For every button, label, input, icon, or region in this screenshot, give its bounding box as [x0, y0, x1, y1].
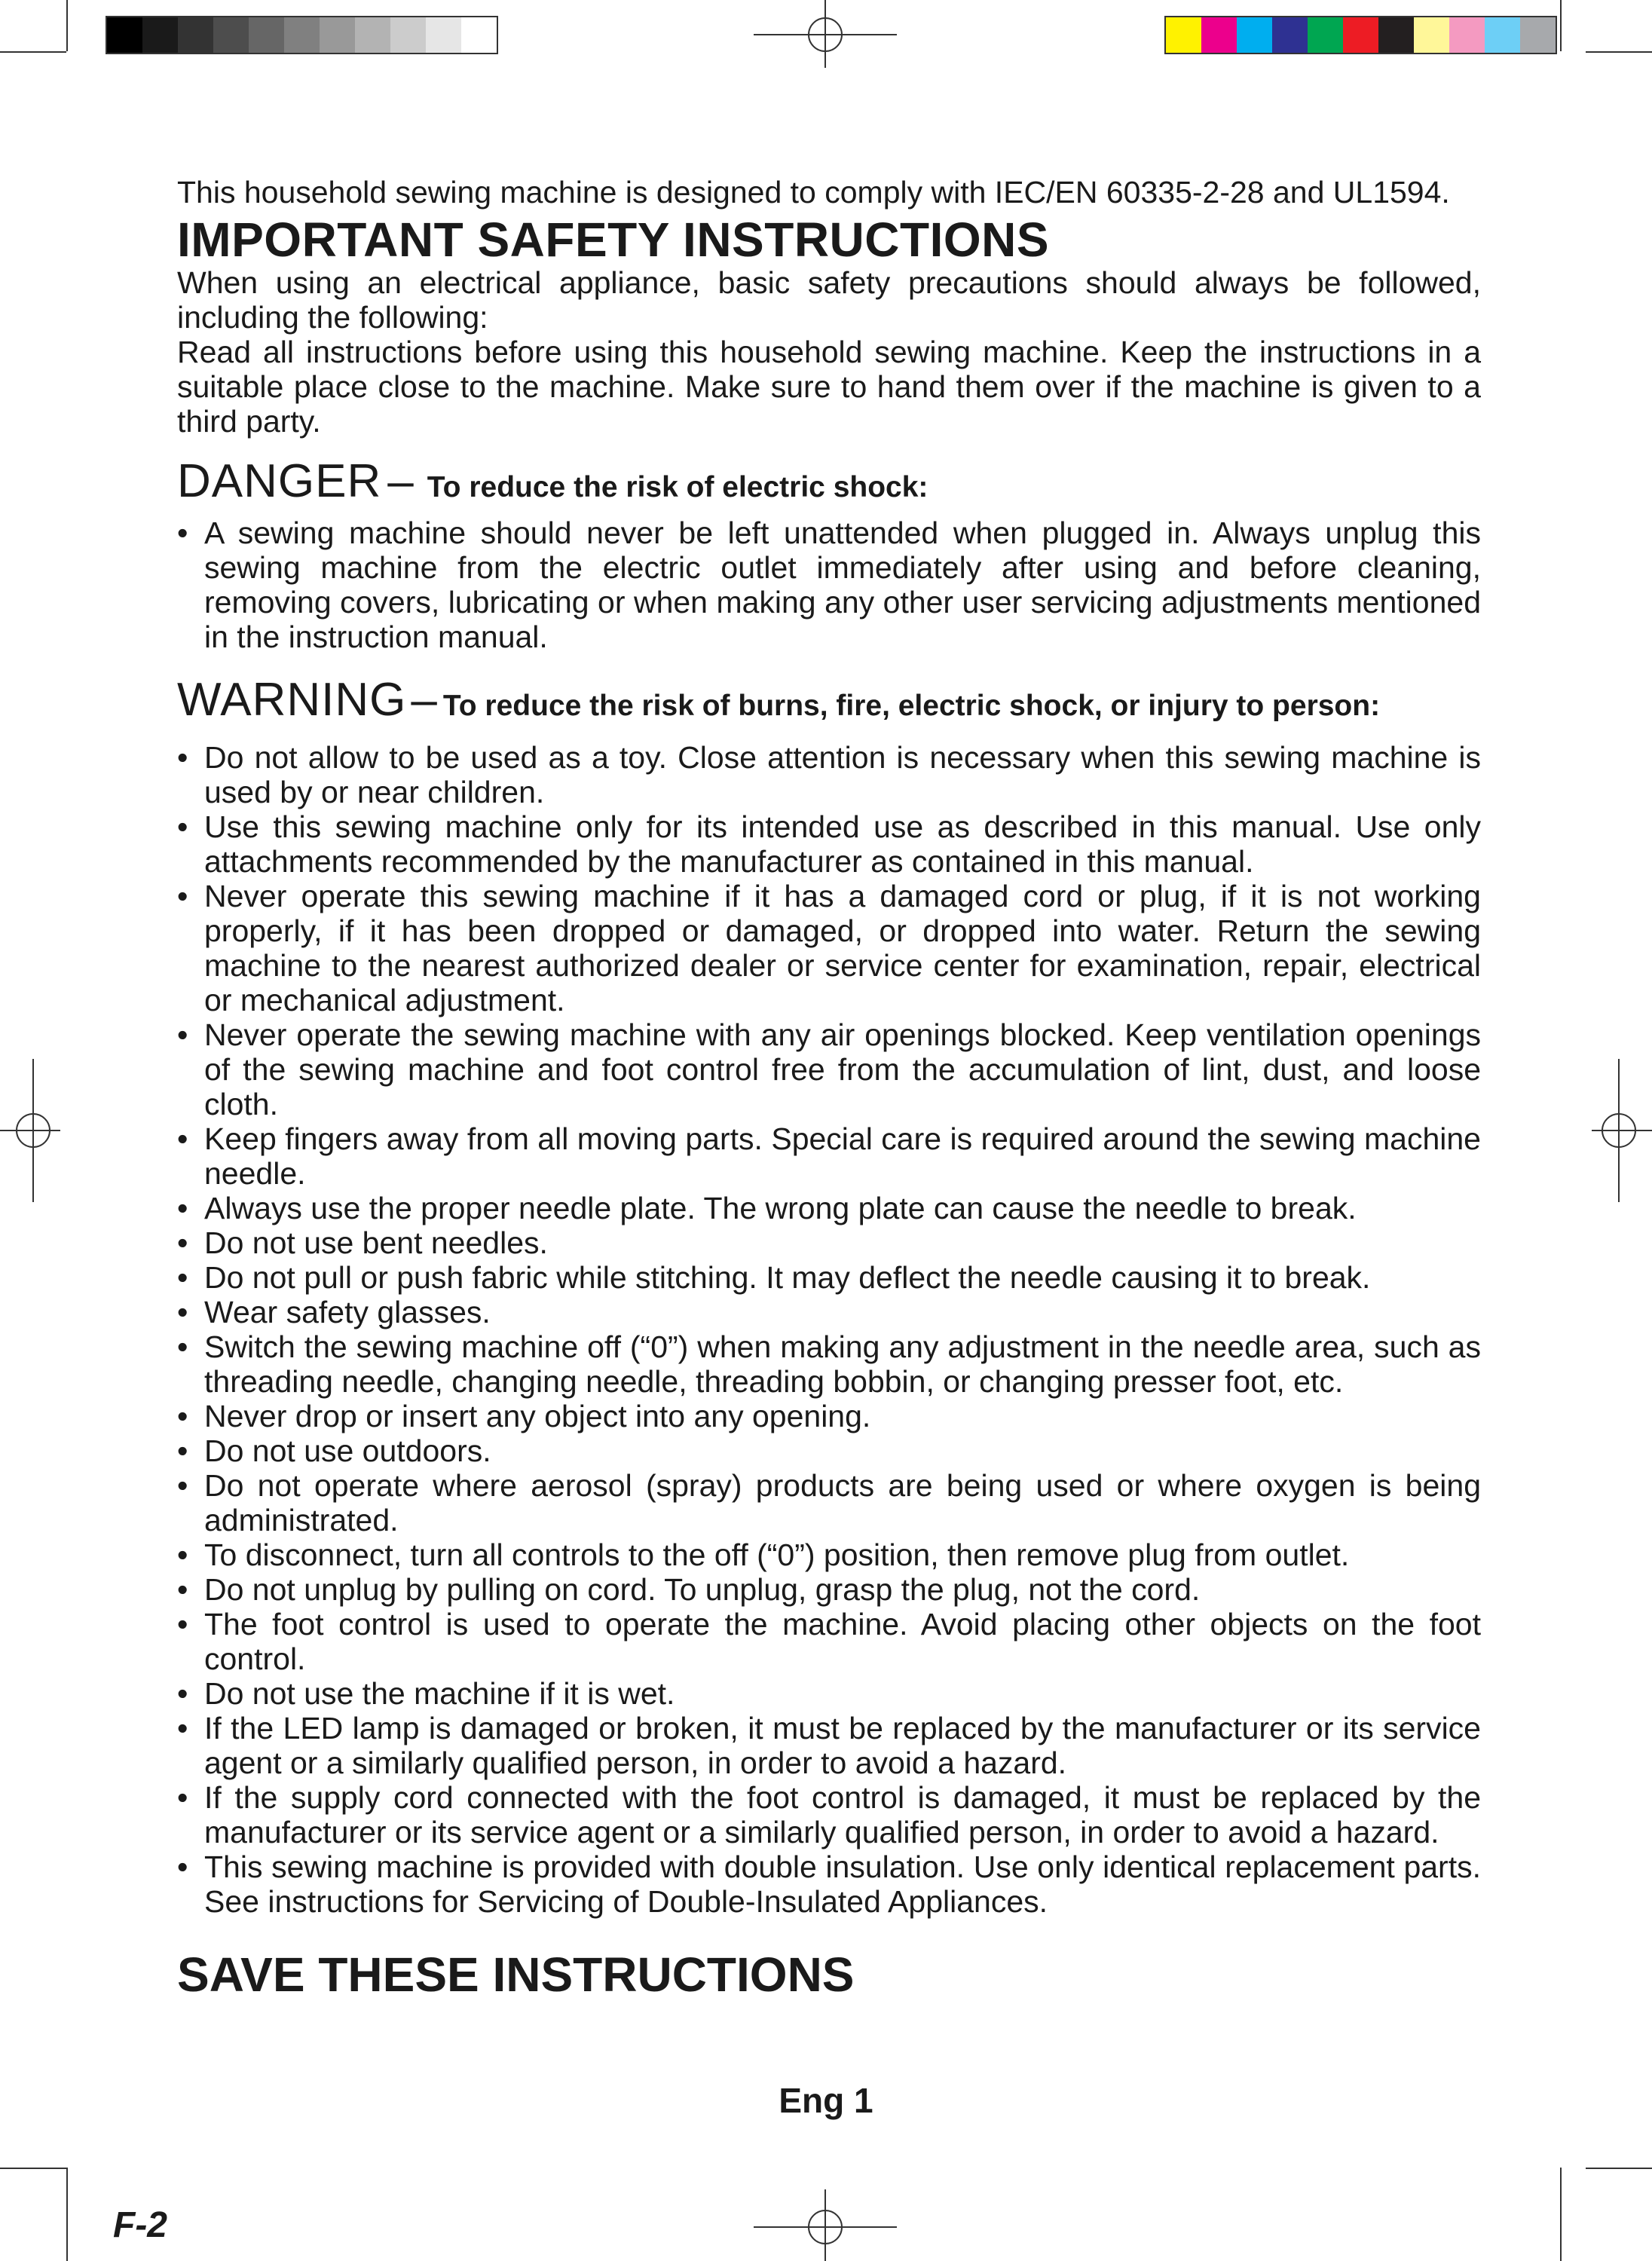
list-item-text: If the LED lamp is damaged or broken, it must be replaced by the manufacturer or its service agent or a similarly qualified person, in order to avoid a hazard.: [204, 1711, 1481, 1780]
bullet-icon: •: [177, 809, 188, 844]
list-item-text: Use this sewing machine only for its intended use as described in this manual. Use only attachments recommended by the manufacturer as contained in this manual.: [204, 809, 1481, 879]
color-swatch: [1520, 17, 1556, 53]
list-item-text: Wear safety glasses.: [204, 1295, 491, 1329]
gray-swatch: [178, 17, 213, 53]
registration-mark-top: [754, 0, 897, 68]
list-item: [177, 1191, 1481, 1225]
list-item: [177, 1017, 1481, 1121]
crop-mark: [66, 0, 68, 51]
gray-swatch: [320, 17, 355, 53]
bullet-icon: •: [177, 1121, 188, 1156]
list-item-text: Do not use outdoors.: [204, 1433, 491, 1468]
bullet-icon: •: [177, 1433, 188, 1468]
color-swatch: [1166, 17, 1201, 53]
bullet-icon: •: [177, 1607, 188, 1641]
crop-mark: [1586, 2168, 1652, 2169]
color-calibration-bar: [1164, 16, 1557, 54]
color-swatch: [1414, 17, 1449, 53]
gray-swatch: [213, 17, 249, 53]
bullet-icon: •: [177, 1468, 188, 1503]
danger-list: [177, 516, 1481, 654]
save-instructions-heading: SAVE THESE INSTRUCTIONS: [177, 1947, 855, 2002]
list-item: [177, 1537, 1481, 1572]
list-item: [177, 879, 1481, 1017]
document-body: [177, 175, 1481, 2002]
bullet-icon: •: [177, 1780, 188, 1815]
gray-swatch: [107, 17, 142, 53]
list-item-text: Do not use the machine if it is wet.: [204, 1676, 675, 1711]
list-item-text: Never operate the sewing machine with any air openings blocked. Keep ventilation openings of the sewing machine and foot control free from the accumulation of lint, dust, and loose cloth.: [204, 1017, 1481, 1121]
list-item-text: The foot control is used to operate the machine. Avoid placing other objects on the foot control.: [204, 1607, 1481, 1676]
preamble-paragraph-2: Read all instructions before using this household sewing machine. Keep the instructions in a suitable place close to the machine. Make sure to hand them over if the machine is given to a third party.: [177, 335, 1481, 439]
list-item-text: Do not unplug by pulling on cord. To unplug, grasp the plug, not the cord.: [204, 1572, 1201, 1607]
crop-mark: [1586, 51, 1652, 53]
list-item: [177, 1572, 1481, 1607]
grayscale-calibration-bar: [106, 16, 498, 54]
bullet-icon: •: [177, 1295, 188, 1329]
list-item: [177, 1711, 1481, 1780]
bullet-icon: •: [177, 1017, 188, 1052]
bullet-icon: •: [177, 1399, 188, 1433]
registration-mark-bottom: [754, 2189, 897, 2261]
gray-swatch: [355, 17, 390, 53]
page-title: IMPORTANT SAFETY INSTRUCTIONS: [177, 213, 1050, 267]
list-item-text: Do not operate where aerosol (spray) products are being used or where oxygen is being administrated.: [204, 1468, 1481, 1537]
bullet-icon: •: [177, 879, 188, 913]
warning-word: WARNING: [177, 674, 407, 726]
warning-heading: [177, 674, 1481, 727]
color-swatch: [1343, 17, 1378, 53]
gray-swatch: [249, 17, 284, 53]
bullet-icon: •: [177, 1225, 188, 1260]
list-item-text: Do not use bent needles.: [204, 1225, 548, 1260]
list-item: [177, 1399, 1481, 1433]
bullet-icon: •: [177, 740, 188, 775]
list-item: [177, 1260, 1481, 1295]
bullet-icon: •: [177, 1676, 188, 1711]
bullet-icon: •: [177, 1849, 188, 1884]
list-item: [177, 1121, 1481, 1191]
gray-swatch: [426, 17, 461, 53]
list-item: [177, 1468, 1481, 1537]
list-item-text: Switch the sewing machine off (“0”) when making any adjustment in the needle area, such as threading needle, changing needle, threading bobbin, or changing presser foot, etc.: [204, 1329, 1481, 1399]
warning-list: [177, 740, 1481, 1919]
bullet-icon: •: [177, 1329, 188, 1364]
list-item: [177, 1295, 1481, 1329]
warning-dash: –: [411, 674, 437, 726]
list-item-text: If the supply cord connected with the foot control is damaged, it must be replaced by the manufacturer or its service agent or a similarly qualified person, in order to avoid a hazard.: [204, 1780, 1481, 1849]
crop-mark: [66, 2168, 68, 2261]
registration-mark-right: [1592, 1059, 1652, 1202]
list-item-text: Do not pull or push fabric while stitching. It may deflect the needle causing it to break.: [204, 1260, 1371, 1295]
crop-mark: [1560, 2168, 1562, 2261]
list-item-text: This sewing machine is provided with double insulation. Use only identical replacement parts. See instructions for Servicing of Double-Insulated Appliances.: [204, 1849, 1481, 1919]
bullet-icon: •: [177, 1572, 188, 1607]
color-swatch: [1308, 17, 1343, 53]
gray-swatch: [284, 17, 320, 53]
gray-swatch: [142, 17, 178, 53]
color-swatch: [1449, 17, 1485, 53]
gray-swatch: [461, 17, 497, 53]
color-swatch: [1272, 17, 1308, 53]
bullet-icon: •: [177, 516, 188, 550]
bullet-icon: •: [177, 1711, 188, 1745]
list-item: [177, 1225, 1481, 1260]
color-swatch: [1237, 17, 1272, 53]
color-swatch: [1201, 17, 1237, 53]
crop-mark: [1560, 0, 1562, 51]
gray-swatch: [390, 17, 426, 53]
list-item: [177, 740, 1481, 809]
list-item: [177, 1433, 1481, 1468]
danger-dash: –: [387, 455, 414, 507]
list-item-text: Always use the proper needle plate. The wrong plate can cause the needle to break.: [204, 1191, 1357, 1225]
list-item-text: Never drop or insert any object into any opening.: [204, 1399, 871, 1433]
list-item: [177, 516, 1481, 654]
list-item: [177, 1329, 1481, 1399]
list-item: [177, 1676, 1481, 1711]
preamble-paragraph-1: When using an electrical appliance, basic safety precautions should always be followed, including the following:: [177, 265, 1481, 335]
color-swatch: [1378, 17, 1414, 53]
crop-mark: [0, 51, 66, 53]
danger-subtitle: To reduce the risk of electric shock:: [427, 471, 928, 503]
color-swatch: [1485, 17, 1520, 53]
list-item-text: A sewing machine should never be left unattended when plugged in. Always unplug this sewing machine from the electric outlet immediately after using and before cleaning, removing covers, lubricating or when making any other user servicing adjustments mentioned in the instruction manual.: [204, 516, 1481, 654]
intro-paragraph: This household sewing machine is designed to comply with IEC/EN 60335-2-28 and UL1594.: [177, 175, 1450, 210]
registration-mark-left: [0, 1059, 60, 1202]
folio: F-2: [113, 2205, 167, 2245]
danger-word: DANGER: [177, 455, 382, 507]
danger-heading: [177, 455, 1481, 508]
crop-mark: [0, 2168, 66, 2169]
list-item-text: Do not allow to be used as a toy. Close attention is necessary when this sewing machine is used by or near children.: [204, 740, 1481, 809]
warning-subtitle: To reduce the risk of burns, fire, electric shock, or injury to person:: [442, 690, 1381, 722]
list-item-text: Never operate this sewing machine if it has a damaged cord or plug, if it is not working properly, if it has been dropped or damaged, or dropped into water. Return the sewing machine to the nearest authorized dealer or service center for examination, repair, electrical or mechanical adjustment.: [204, 879, 1481, 1017]
list-item-text: Keep fingers away from all moving parts. Special care is required around the sewing machine needle.: [204, 1121, 1481, 1191]
list-item: [177, 1780, 1481, 1849]
list-item-text: To disconnect, turn all controls to the off (“0”) position, then remove plug from outlet.: [204, 1537, 1350, 1572]
list-item: [177, 809, 1481, 879]
list-item: [177, 1849, 1481, 1919]
bullet-icon: •: [177, 1537, 188, 1572]
bullet-icon: •: [177, 1191, 188, 1225]
bullet-icon: •: [177, 1260, 188, 1295]
list-item: [177, 1607, 1481, 1676]
page-label: Eng 1: [779, 2081, 873, 2120]
